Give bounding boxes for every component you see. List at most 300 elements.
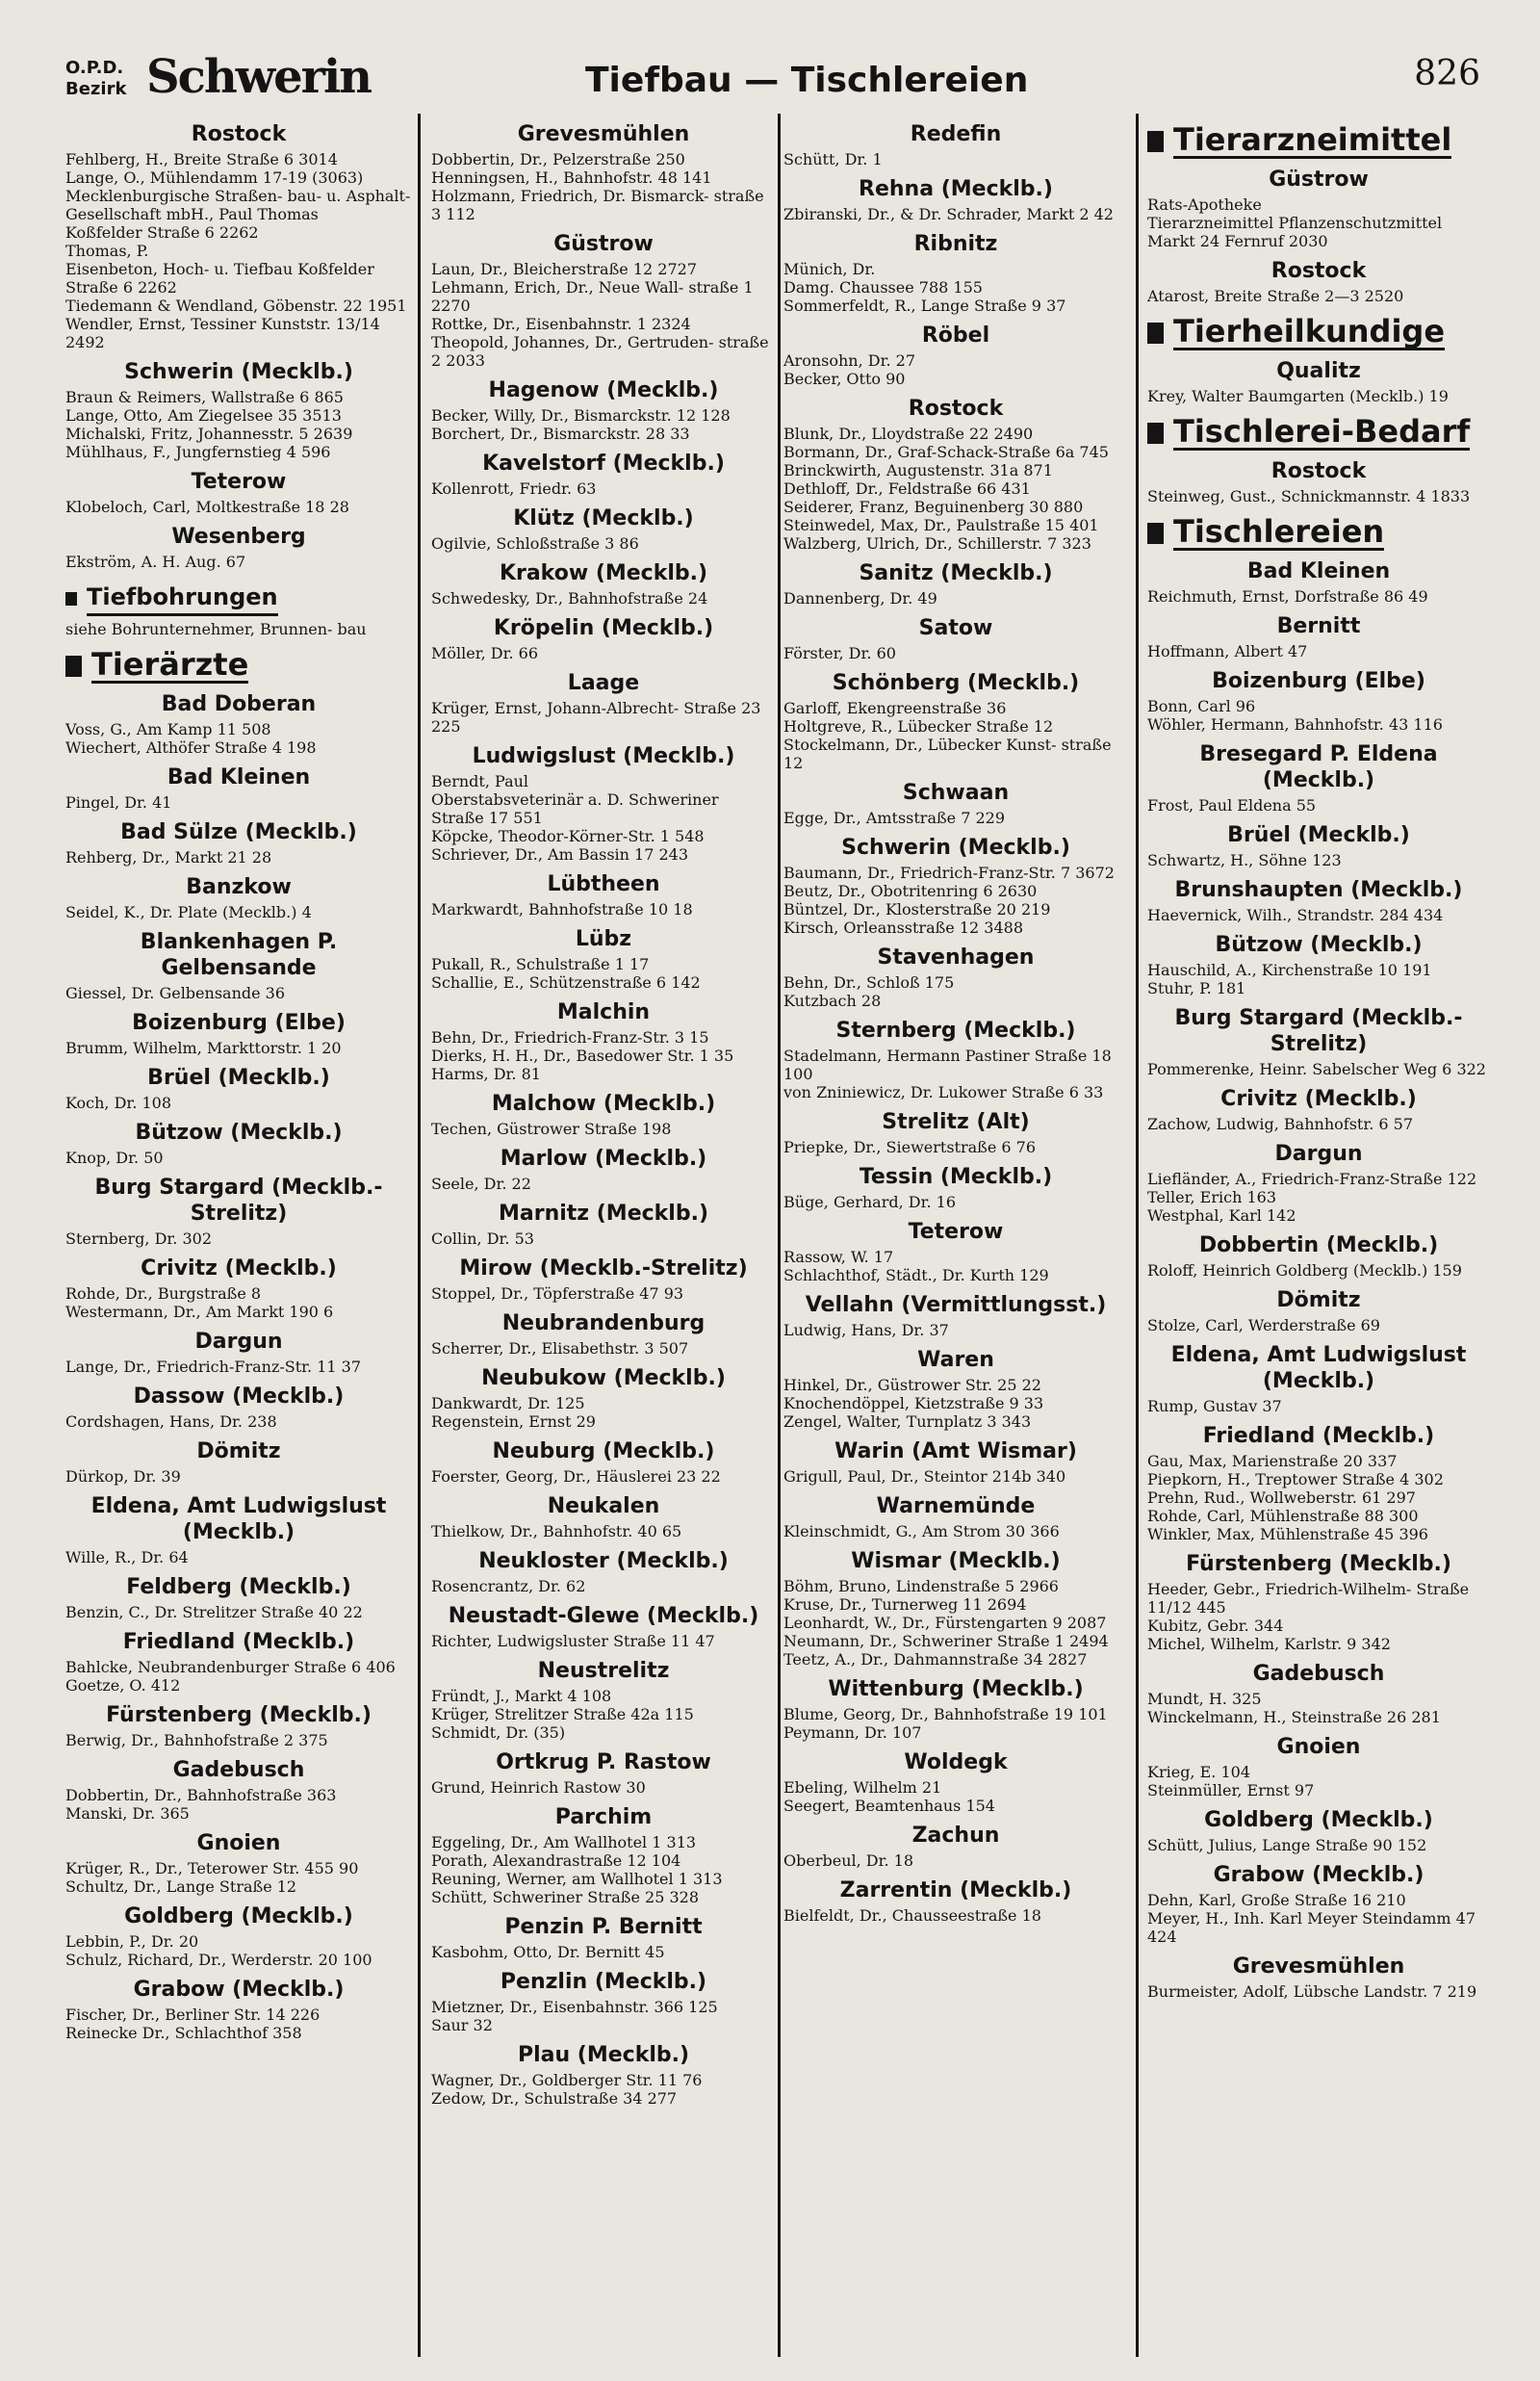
directory-entry: Krüger, Ernst, Johann-Albrecht- Straße 23 225 [431,699,761,736]
directory-entry: Seegert, Beamtenhaus 154 [783,1797,995,1815]
place-heading: Neuburg (Mecklb.) [492,1439,715,1463]
place-heading: Grevesmühlen [517,122,690,146]
directory-entry: Fründt, J., Markt 4 108 [431,1687,612,1705]
place-heading: Gadebusch [172,1758,305,1782]
place-heading: Hagenow (Mecklb.) [488,378,719,402]
place-heading: Klütz (Mecklb.) [513,506,694,531]
section-heading [1147,123,1490,159]
directory-entry: Stockelmann, Dr., Lübecker Kunst- straße 12 [783,736,1112,772]
place-heading: Penzin P. Bernitt [504,1915,703,1939]
directory-entry: Schultz, Dr., Lange Straße 12 [65,1877,297,1896]
place-heading: Waren [917,1348,994,1372]
directory-entry: Richter, Ludwigsluster Straße 11 47 [431,1632,715,1650]
section-title: Tierarzneimittel [1173,121,1452,158]
place-heading: Schönberg (Mecklb.) [832,671,1080,695]
directory-entry: Reuning, Werner, am Wallhotel 1 313 [431,1870,723,1888]
directory-entry: Egge, Dr., Amtsstraße 7 229 [783,809,1006,827]
place-heading: Grabow (Mecklb.) [1213,1863,1424,1887]
directory-entry: Michel, Wilhelm, Karlstr. 9 342 [1147,1635,1391,1653]
place-heading: Gnoien [1276,1735,1361,1759]
directory-entry: Köpcke, Theodor-Körner-Str. 1 548 [431,827,705,845]
place-heading: Fürstenberg (Mecklb.) [106,1703,372,1727]
directory-entry: Stolze, Carl, Werderstraße 69 [1147,1316,1380,1334]
directory-entry: Henningsen, H., Bahnhofstr. 48 141 [431,168,712,187]
place-heading: Neukloster (Mecklb.) [478,1549,729,1573]
directory-entry: Aronsohn, Dr. 27 [783,351,916,370]
directory-entry: Haevernick, Wilh., Strandstr. 284 434 [1147,906,1444,924]
directory-entry: Seidel, K., Dr. Plate (Mecklb.) 4 [65,903,312,921]
directory-entry: Stadelmann, Hermann Pastiner Straße 18 100 [783,1047,1112,1083]
directory-entry: Büntzel, Dr., Klosterstraße 20 219 [783,900,1051,919]
directory-entry: Fehlberg, H., Breite Straße 6 3014 [65,150,338,168]
place-heading: Bützow (Mecklb.) [1215,933,1423,957]
place-heading: Brüel (Mecklb.) [1227,823,1410,847]
directory-entry: Münich, Dr. [783,260,876,278]
directory-entry: Braun & Reimers, Wallstraße 6 865 [65,388,344,406]
directory-entry: Dankwardt, Dr. 125 [431,1394,585,1412]
directory-entry: Blume, Georg, Dr., Bahnhofstraße 19 101 [783,1705,1108,1723]
place-heading: Penzlin (Mecklb.) [500,1970,707,1994]
directory-entry: Teetz, A., Dr., Dahmannstraße 34 2827 [783,1650,1088,1669]
place-heading: Sternberg (Mecklb.) [835,1019,1076,1043]
place-heading: Dargun [1274,1142,1363,1166]
directory-entry: Krey, Walter Baumgarten (Mecklb.) 19 [1147,387,1449,405]
directory-entry: Rehberg, Dr., Markt 21 28 [65,848,272,867]
directory-entry: Beutz, Dr., Obotritenring 6 2630 [783,882,1038,900]
directory-entry: Westermann, Dr., Am Markt 190 6 [65,1303,334,1321]
directory-entry: Markt 24 Fernruf 2030 [1147,232,1328,250]
directory-entry: Lebbin, P., Dr. 20 [65,1932,199,1951]
directory-entry: Zedow, Dr., Schulstraße 34 277 [431,2089,678,2108]
directory-entry: Hoffmann, Albert 47 [1147,642,1308,660]
place-heading: Strelitz (Alt) [882,1110,1030,1134]
directory-entry: Schriever, Dr., Am Bassin 17 243 [431,845,689,864]
directory-entry: Schütt, Schweriner Straße 25 328 [431,1888,700,1906]
directory-entry: Möller, Dr. 66 [431,644,539,662]
directory-entry: Schallie, E., Schützenstraße 6 142 [431,973,701,992]
directory-entry: Pommerenke, Heinr. Sabelscher Weg 6 322 [1147,1060,1486,1078]
directory-entry: Ebeling, Wilhelm 21 [783,1778,942,1797]
place-heading: Banzkow [186,875,292,899]
place-heading: Tessin (Mecklb.) [859,1165,1053,1189]
directory-entry: Foerster, Georg, Dr., Häuslerei 23 22 [431,1467,721,1486]
directory-entry: Lehmann, Erich, Dr., Neue Wall- straße 1 2270 [431,278,754,315]
place-heading: Lübtheen [547,872,660,896]
directory-entry: Becker, Otto 90 [783,370,906,388]
place-heading: Neustadt-Glewe (Mecklb.) [448,1604,759,1628]
directory-entry: Ekström, A. H. Aug. 67 [65,553,246,571]
directory-entry: Teller, Erich 163 [1147,1188,1276,1206]
directory-entry: Dierks, H. H., Dr., Basedower Str. 1 35 [431,1047,734,1065]
directory-entry: Manski, Dr. 365 [65,1804,190,1823]
directory-entry: Meyer, H., Inh. Karl Meyer Steindamm 47 424 [1147,1909,1476,1946]
directory-entry: Eggeling, Dr., Am Wallhotel 1 313 [431,1833,697,1851]
place-heading: Dömitz [1276,1288,1361,1312]
place-heading: Rostock [1270,259,1367,283]
directory-entry: Bormann, Dr., Graf-Schack-Straße 6a 745 [783,443,1109,461]
directory-entry: Goetze, O. 412 [65,1676,181,1695]
directory-entry: Harms, Dr. 81 [431,1065,541,1083]
section-title: Tiefbohrungen [87,581,278,616]
directory-entry: Gau, Max, Marienstraße 20 337 [1147,1452,1398,1470]
directory-entry: Kasbohm, Otto, Dr. Bernitt 45 [431,1943,665,1961]
place-heading: Plau (Mecklb.) [517,2043,690,2067]
place-heading: Teterow [908,1220,1004,1244]
directory-entry: Cordshagen, Hans, Dr. 238 [65,1412,277,1431]
directory-entry: Knop, Dr. 50 [65,1149,164,1167]
directory-entry: Prehn, Rud., Wollweberstr. 61 297 [1147,1488,1416,1507]
directory-entry: Krieg, E. 104 [1147,1763,1250,1781]
directory-entry: Neumann, Dr., Schweriner Straße 1 2494 [783,1632,1109,1650]
directory-entry: Markwardt, Bahnhofstraße 10 18 [431,900,693,919]
place-heading: Boizenburg (Elbe) [132,1011,346,1035]
place-heading: Bad Sülze (Mecklb.) [120,820,357,844]
column-divider [1136,114,1139,2357]
directory-entry: Zachow, Ludwig, Bahnhofstr. 6 57 [1147,1115,1414,1133]
directory-entry: Kubitz, Gebr. 344 [1147,1617,1284,1635]
directory-entry: Liefländer, A., Friedrich-Franz-Straße 122 [1147,1170,1477,1188]
directory-entry: Frost, Paul Eldena 55 [1147,796,1317,815]
directory-entry: Ludwig, Hans, Dr. 37 [783,1321,949,1339]
directory-entry: Voss, G., Am Kamp 11 508 [65,720,271,738]
section-marker-square [1147,131,1164,152]
directory-entry: Steinwedel, Max, Dr., Paulstraße 15 401 [783,516,1099,534]
place-heading: Sanitz (Mecklb.) [859,561,1053,585]
place-heading: Goldberg (Mecklb.) [1204,1808,1433,1832]
directory-entry: Pukall, R., Schulstraße 1 17 [431,955,650,973]
section-title: Tierärzte [91,646,249,683]
place-heading: Goldberg (Mecklb.) [124,1904,353,1928]
place-heading: Güstrow [1269,168,1369,192]
section-marker-square [1147,323,1164,344]
directory-entry: Reichmuth, Ernst, Dorfstraße 86 49 [1147,587,1428,606]
place-heading: Dömitz [196,1439,281,1463]
directory-entry: Mecklenburgische Straßen- bau- u. Asphalt-Gesellschaft mbH., Paul Thomas [65,187,411,223]
column-2 [431,114,776,2357]
directory-entry: Scherrer, Dr., Elisabethstr. 3 507 [431,1339,689,1358]
directory-entry: Fischer, Dr., Berliner Str. 14 226 [65,2006,321,2024]
directory-entry: Schlachthof, Städt., Dr. Kurth 129 [783,1266,1049,1284]
directory-entry: Behn, Dr., Schloß 175 [783,973,955,992]
place-heading: Friedland (Mecklb.) [122,1630,355,1654]
directory-entry: Oberbeul, Dr. 18 [783,1851,914,1870]
place-heading: Warin (Amt Wismar) [834,1439,1077,1463]
directory-entry: Koßfelder Straße 6 2262 [65,223,259,242]
place-heading: Zarrentin (Mecklb.) [839,1878,1072,1902]
directory-entry: Klobeloch, Carl, Moltkestraße 18 28 [65,498,349,516]
place-heading: Neubrandenburg [501,1311,706,1335]
directory-entry: Grigull, Paul, Dr., Steintor 214b 340 [783,1467,1066,1486]
directory-entry: Zbiranski, Dr., & Dr. Schrader, Markt 2 42 [783,205,1114,223]
place-heading: Rostock [908,397,1004,421]
directory-entry: Damg. Chaussee 788 155 [783,278,983,297]
place-heading: Marlow (Mecklb.) [500,1147,707,1171]
directory-entry: Lange, Otto, Am Ziegelsee 35 3513 [65,406,342,425]
directory-entry: Westphal, Karl 142 [1147,1206,1296,1225]
directory-entry: Heeder, Gebr., Friedrich-Wilhelm- Straße 11/12 445 [1147,1580,1470,1617]
directory-entry: Förster, Dr. 60 [783,644,896,662]
place-heading: Mirow (Mecklb.-Strelitz) [459,1256,748,1281]
directory-entry: Koch, Dr. 108 [65,1094,172,1112]
directory-entry: Rottke, Dr., Eisenbahnstr. 1 2324 [431,315,691,333]
place-heading: Dargun [194,1330,283,1354]
page-title: Tiefbau — Tischlereien [585,61,1029,100]
place-heading: Rostock [1270,459,1367,483]
place-heading: Brüel (Mecklb.) [147,1066,330,1090]
place-heading: Ludwigslust (Mecklb.) [472,744,735,768]
directory-entry: Roloff, Heinrich Goldberg (Mecklb.) 159 [1147,1261,1462,1280]
directory-entry: Mundt, H. 325 [1147,1690,1262,1708]
directory-entry: Atarost, Breite Straße 2—3 2520 [1147,287,1404,305]
directory-entry: Pingel, Dr. 41 [65,793,172,812]
column-3 [783,114,1128,2357]
directory-entry: Brumm, Wilhelm, Markttorstr. 1 20 [65,1039,342,1057]
place-heading: Redefin [910,122,1002,146]
place-heading: Wesenberg [171,525,306,549]
directory-entry: Seele, Dr. 22 [431,1175,531,1193]
place-heading: Malchow (Mecklb.) [491,1092,716,1116]
directory-entry: Thielkow, Dr., Bahnhofstr. 40 65 [431,1522,682,1540]
directory-entry: Winckelmann, H., Steinstraße 26 281 [1147,1708,1441,1726]
place-heading: Burg Stargard (Mecklb.-Strelitz) [94,1176,383,1226]
place-heading: Kavelstorf (Mecklb.) [482,452,725,476]
place-heading: Friedland (Mecklb.) [1202,1424,1435,1448]
place-heading: Boizenburg (Elbe) [1212,669,1425,693]
directory-entry: Becker, Willy, Dr., Bismarckstr. 12 128 [431,406,731,425]
directory-entry: Benzin, C., Dr. Strelitzer Straße 40 22 [65,1603,363,1621]
place-heading: Wittenburg (Mecklb.) [828,1677,1084,1701]
directory-entry: Winkler, Max, Mühlenstraße 45 396 [1147,1525,1428,1543]
directory-entry: Baumann, Dr., Friedrich-Franz-Str. 7 3672 [783,864,1115,882]
section-heading [1147,315,1490,350]
directory-entry: Wille, R., Dr. 64 [65,1548,189,1566]
place-heading: Röbel [921,324,990,348]
page-number: 826 [1414,54,1480,93]
directory-entry: Garloff, Ekengreenstraße 36 [783,699,1007,717]
directory-entry: Theopold, Johannes, Dr., Gertruden- straße 2 2033 [431,333,769,370]
directory-entry: Dethloff, Dr., Feldstraße 66 431 [783,479,1031,498]
directory-entry: Kollenrott, Friedr. 63 [431,479,597,498]
directory-entry: Berwig, Dr., Bahnhofstraße 2 375 [65,1731,328,1749]
directory-entry: Schwartz, H., Söhne 123 [1147,851,1342,869]
column-divider [778,114,781,2357]
place-heading: Bresegard P. Eldena (Mecklb.) [1199,742,1438,792]
directory-entry: Mietzner, Dr., Eisenbahnstr. 366 125 [431,1998,718,2016]
place-heading: Rostock [191,122,287,146]
column-1 [65,114,412,2357]
place-heading: Crivitz (Mecklb.) [1220,1087,1417,1111]
place-heading: Malchin [556,1000,651,1024]
directory-entry: Kruse, Dr., Turnerweg 11 2694 [783,1595,1027,1614]
place-heading: Dobbertin (Mecklb.) [1198,1233,1439,1257]
directory-entry: Wendler, Ernst, Tessiner Kunststr. 13/14 2492 [65,315,380,351]
place-heading: Neustrelitz [537,1659,670,1683]
directory-entry: Collin, Dr. 53 [431,1229,534,1248]
place-heading: Burg Stargard (Mecklb.-Strelitz) [1174,1006,1463,1056]
place-heading: Satow [918,616,993,640]
directory-entry: Porath, Alexandrastraße 12 104 [431,1851,681,1870]
directory-entry: Berndt, Paul [431,772,529,790]
section-heading [1147,515,1490,551]
header-city: Schwerin [146,50,372,104]
place-heading: Gadebusch [1252,1662,1385,1686]
directory-entry: Dobbertin, Dr., Pelzerstraße 250 [431,150,685,168]
directory-entry: Knochendöppel, Kietzstraße 9 33 [783,1394,1044,1412]
directory-entry: Tierarzneimittel Pflanzenschutzmittel [1147,214,1443,232]
directory-entry: Schwedesky, Dr., Bahnhofstraße 24 [431,589,708,608]
directory-entry: Blunk, Dr., Lloydstraße 22 2490 [783,425,1034,443]
directory-entry: Lange, O., Mühlendamm 17-19 (3063) [65,168,364,187]
directory-entry: Reinecke Dr., Schlachthof 358 [65,2024,302,2042]
opd-label: O.P.D. [65,58,124,78]
section-title: Tischlerei-Bedarf [1173,413,1471,450]
directory-entry: Bielfeldt, Dr., Chausseestraße 18 [783,1906,1041,1925]
directory-entry: Borchert, Dr., Bismarckstr. 28 33 [431,425,690,443]
place-heading: Woldegk [904,1750,1008,1774]
directory-entry: von Zniniewicz, Dr. Lukower Straße 6 33 [783,1083,1104,1101]
place-heading: Teterow [191,470,287,494]
section-title: Tischlereien [1173,513,1385,550]
directory-entry: Saur 32 [431,2016,493,2034]
directory-entry: Tiedemann & Wendland, Göbenstr. 22 1951 [65,297,407,315]
directory-entry: Dannenberg, Dr. 49 [783,589,937,608]
section-marker-square [1147,523,1164,544]
place-heading: Bernitt [1276,614,1361,638]
directory-entry: Büge, Gerhard, Dr. 16 [783,1193,956,1211]
directory-entry: Wöhler, Hermann, Bahnhofstr. 43 116 [1147,715,1443,734]
section-marker-square [65,656,82,677]
directory-entry: Krüger, R., Dr., Teterower Str. 455 90 [65,1859,359,1877]
directory-entry: Laun, Dr., Bleicherstraße 12 2727 [431,260,697,278]
section-heading [65,581,412,616]
directory-entry: Stuhr, P. 181 [1147,979,1246,997]
directory-entry: Regenstein, Ernst 29 [431,1412,596,1431]
directory-entry: Priepke, Dr., Siewertstraße 6 76 [783,1138,1037,1156]
place-heading: Fürstenberg (Mecklb.) [1186,1552,1451,1576]
cross-reference-note: siehe Bohrunternehmer, Brunnen- bau [65,620,367,638]
directory-entry: Wagner, Dr., Goldberger Str. 11 76 [431,2071,703,2089]
place-heading: Bützow (Mecklb.) [135,1121,343,1145]
directory-entry: Böhm, Bruno, Lindenstraße 5 2966 [783,1577,1059,1595]
directory-entry: Sommerfeldt, R., Lange Straße 9 37 [783,297,1066,315]
directory-entry: Michalski, Fritz, Johannesstr. 5 2639 [65,425,353,443]
directory-entry: Schmidt, Dr. (35) [431,1723,566,1742]
directory-entry: Lange, Dr., Friedrich-Franz-Str. 11 37 [65,1358,362,1376]
place-heading: Brunshaupten (Mecklb.) [1174,878,1463,902]
place-heading: Ortkrug P. Rastow [496,1750,711,1774]
directory-entry: Seiderer, Franz, Beguinenberg 30 880 [783,498,1084,516]
directory-entry: Kleinschmidt, G., Am Strom 30 366 [783,1522,1060,1540]
directory-entry: Piepkorn, H., Treptower Straße 4 302 [1147,1470,1444,1488]
directory-entry: Schütt, Julius, Lange Straße 90 152 [1147,1836,1427,1854]
directory-entry: Mühlhaus, F., Jungfernstieg 4 596 [65,443,331,461]
place-heading: Warnemünde [876,1494,1036,1518]
directory-entry: Hinkel, Dr., Güstrower Str. 25 22 [783,1376,1041,1394]
place-heading: Bad Kleinen [167,765,311,789]
directory-entry: Rohde, Dr., Burgstraße 8 [65,1284,262,1303]
place-heading: Blankenhagen P. Gelbensande [140,930,338,980]
section-heading [1147,415,1490,451]
directory-entry: Bahlcke, Neubrandenburger Straße 6 406 [65,1658,396,1676]
place-heading: Bad Kleinen [1246,559,1391,583]
district-label [65,58,126,100]
directory-entry: Sternberg, Dr. 302 [65,1229,213,1248]
directory-entry: Dehn, Karl, Große Straße 16 210 [1147,1891,1406,1909]
place-heading: Zachun [911,1824,1000,1848]
place-heading: Lübz [575,927,632,951]
place-heading: Vellahn (Vermittlungsst.) [805,1293,1107,1317]
directory-entry: Burmeister, Adolf, Lübsche Landstr. 7 219 [1147,1982,1477,2001]
directory-entry: Giessel, Dr. Gelbensande 36 [65,984,286,1002]
directory-entry: Rosencrantz, Dr. 62 [431,1577,586,1595]
place-heading: Gnoien [196,1831,281,1855]
place-heading: Neukalen [547,1494,660,1518]
place-heading: Rehna (Mecklb.) [859,177,1053,201]
directory-entry: Grund, Heinrich Rastow 30 [431,1778,646,1797]
directory-entry: Wiechert, Althöfer Straße 4 198 [65,738,317,757]
directory-entry: Hauschild, A., Kirchenstraße 10 191 [1147,961,1432,979]
directory-entry: Holtgreve, R., Lübecker Straße 12 [783,717,1054,736]
directory-entry: Stoppel, Dr., Töpferstraße 47 93 [431,1284,684,1303]
directory-entry: Holzmann, Friedrich, Dr. Bismarck- straße 3 112 [431,187,764,223]
directory-entry: Eisenbeton, Hoch- u. Tiefbau Koßfelder Straße 6 2262 [65,260,374,297]
bezirk-label: Bezirk [65,79,127,99]
directory-entry: Steinmüller, Ernst 97 [1147,1781,1315,1799]
place-heading: Bad Doberan [161,692,317,716]
place-heading: Crivitz (Mecklb.) [141,1256,337,1281]
place-heading: Laage [567,671,640,695]
directory-entry: Leonhardt, W., Dr., Fürstengarten 9 2087 [783,1614,1107,1632]
place-heading: Schwaan [902,781,1010,805]
directory-entry: Bonn, Carl 96 [1147,697,1256,715]
directory-entry: Dürkop, Dr. 39 [65,1467,181,1486]
place-heading: Schwerin (Mecklb.) [124,360,353,384]
place-heading: Güstrow [553,232,654,256]
directory-entry: Brinckwirth, Augustenstr. 31a 871 [783,461,1053,479]
place-heading: Ribnitz [913,232,998,256]
section-marker-square [1147,423,1164,444]
place-heading: Parchim [554,1805,653,1829]
directory-entry: Behn, Dr., Friedrich-Franz-Str. 3 15 [431,1028,709,1047]
directory-entry: Rohde, Carl, Mühlenstraße 88 300 [1147,1507,1419,1525]
section-title: Tierheilkundige [1173,313,1446,349]
place-heading: Kröpelin (Mecklb.) [493,616,714,640]
directory-entry: Rassow, W. 17 [783,1248,894,1266]
column-divider [418,114,421,2357]
directory-entry: Schulz, Richard, Dr., Werderstr. 20 100 [65,1951,372,1969]
place-heading: Grabow (Mecklb.) [133,1978,345,2002]
section-heading [65,648,412,684]
directory-entry: Oberstabsveterinär a. D. Schweriner Straße 17 551 [431,790,719,827]
place-heading: Wismar (Mecklb.) [851,1549,1061,1573]
directory-entry: Thomas, P. [65,242,149,260]
place-heading: Feldberg (Mecklb.) [126,1575,351,1599]
directory-entry: Ogilvie, Schloßstraße 3 86 [431,534,639,553]
place-heading: Eldena, Amt Ludwigslust (Mecklb.) [1170,1343,1467,1393]
directory-entry: Dobbertin, Dr., Bahnhofstraße 363 [65,1786,337,1804]
directory-entry: Schütt, Dr. 1 [783,150,883,168]
directory-entry: Walzberg, Ulrich, Dr., Schillerstr. 7 323 [783,534,1091,553]
place-heading: Grevesmühlen [1232,1954,1405,1979]
directory-entry: Kutzbach 28 [783,992,882,1010]
place-heading: Eldena, Amt Ludwigslust (Mecklb.) [90,1494,387,1544]
section-marker-square [65,592,77,606]
column-4 [1147,114,1490,2357]
directory-entry: Rats-Apotheke [1147,195,1262,214]
directory-entry: Kirsch, Orleansstraße 12 3488 [783,919,1024,937]
directory-entry: Steinweg, Gust., Schnickmannstr. 4 1833 [1147,487,1471,505]
directory-entry: Zengel, Walter, Turnplatz 3 343 [783,1412,1032,1431]
